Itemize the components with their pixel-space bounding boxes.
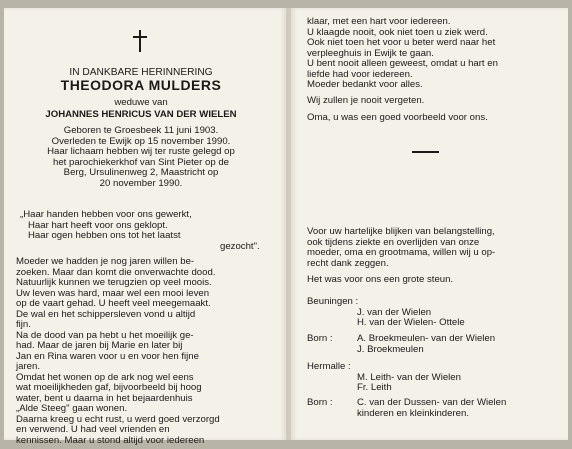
thanks-line: Voor uw hartelijke blijken van belangstelling, bbox=[307, 226, 495, 237]
body-line: „Alde Steeg" gaan wonen. bbox=[16, 403, 128, 414]
deceased-name: THEODORA MULDERS bbox=[60, 77, 222, 93]
detail-line: 20 november 1990. bbox=[99, 177, 183, 189]
body-line: De wal en het schippersleven vond u altijd bbox=[16, 308, 196, 320]
family-name: J. van der Wielen bbox=[357, 306, 432, 318]
family-name: A. Broekmeulen- van der Wielen bbox=[357, 333, 496, 344]
detail-line: Geboren te Groesbeek 11 juni 1903. bbox=[63, 125, 219, 136]
detail-line: Overleden te Ewijk op 15 november 1990. bbox=[51, 135, 231, 147]
detail-line: Berg, Ursulinenweg 2, Maastricht op bbox=[63, 167, 219, 178]
family-name: H. van der Wielen- Ottele bbox=[357, 317, 465, 328]
poem-line: Haar ogen hebben ons tot het laatst bbox=[28, 230, 181, 241]
body-line: fijn. bbox=[16, 319, 31, 330]
poem-line: gezocht". bbox=[220, 240, 260, 252]
body-line: Moeder we hadden je nog jaren willen be- bbox=[16, 256, 195, 267]
text-line: Oma, u was een goed voorbeeld voor ons. bbox=[307, 112, 488, 123]
family-label: Born : bbox=[307, 333, 333, 344]
body-line: wat moeilijkheden gaf, bijvoorbeeld bij hoog bbox=[16, 382, 202, 393]
text-line: Moeder bedankt voor alles. bbox=[307, 79, 423, 90]
body-line: Natuurlijk kunnen we terugzien op veel moois. bbox=[16, 277, 212, 288]
body-line: Uw leven was hard, maar wel een mooi leven bbox=[16, 287, 210, 299]
text-line: klaar, met een hart voor iedereen. bbox=[307, 16, 451, 27]
thanks-line: recht dank zeggen. bbox=[307, 257, 389, 269]
body-line: jaren. bbox=[16, 361, 40, 372]
body-line: en verwend. U had veel vrienden en bbox=[16, 424, 170, 435]
body-line: water, bent u daarna in het bejaardenhuis bbox=[16, 392, 193, 404]
body-line: Omdat het wonen op de ark nog wel eens bbox=[16, 371, 194, 383]
body-line: op de vaart gehad. U heeft veel meegemaakt. bbox=[16, 298, 211, 309]
text-line: Ook niet toen het voor u beter werd naar het bbox=[307, 37, 496, 48]
body-line: zoeken. Maar dan komt die onverwachte dood. bbox=[16, 266, 216, 278]
divider-line bbox=[412, 151, 439, 153]
thanks-line: moeder, oma en grootmama, willen wij u op- bbox=[307, 247, 496, 258]
family-label: Beuningen : bbox=[307, 296, 359, 307]
family-name: M. Leith- van der Wielen bbox=[357, 371, 461, 383]
body-line: Jan en Rina waren voor u en voor hen fijne bbox=[16, 350, 199, 362]
family-name: C. van der Dussen- van der Wielen bbox=[357, 397, 507, 408]
body-line: Daarna kreeg u echt rust, u werd goed verzorgd bbox=[16, 413, 220, 425]
family-label: Hermalle : bbox=[307, 361, 351, 372]
thanks-line: Het was voor ons een grote steun. bbox=[307, 274, 454, 285]
family-name: Fr. Leith bbox=[357, 382, 392, 393]
text-line: Wij zullen je nooit vergeten. bbox=[307, 95, 425, 106]
detail-line: het parochiekerkhof van Sint Pieter op de bbox=[53, 156, 229, 168]
text-line: U bent nooit alleen geweest, omdat u hart en bbox=[307, 58, 498, 69]
cross-icon bbox=[133, 30, 147, 52]
heading: IN DANKBARE HERINNERING bbox=[69, 67, 213, 78]
text-line: U klaagde nooit, ook niet toen u ziek werd. bbox=[307, 26, 488, 38]
poem-line: Haar hart heeft voor ons geklopt. bbox=[28, 219, 168, 231]
widow-of: weduwe van bbox=[114, 97, 168, 108]
family-name: J. Broekmeulen bbox=[357, 343, 424, 355]
body-line: kennissen. Maar u stond altijd voor iedereen bbox=[16, 434, 205, 446]
body-line: had. Maar de jaren bij Marie en later bij bbox=[16, 340, 183, 351]
family-name: kinderen en kleinkinderen. bbox=[357, 408, 470, 419]
text-line: verpleeghuis in Ewijk te gaan. bbox=[307, 47, 434, 59]
body-line: Na de dood van pa hebt u het moeilijk ge- bbox=[16, 329, 194, 341]
poem-line: „Haar handen hebben voor ons gewerkt, bbox=[20, 209, 192, 220]
detail-line: Haar lichaam hebben wij ter ruste gelegd op bbox=[47, 146, 235, 157]
text-line: liefde had voor iedereen. bbox=[307, 68, 413, 80]
husband-name: JOHANNES HENRICUS VAN DER WIELEN bbox=[45, 109, 237, 120]
thanks-line: ook tijdens ziekte en overlijden van onze bbox=[307, 236, 480, 248]
family-label: Born : bbox=[307, 397, 333, 408]
